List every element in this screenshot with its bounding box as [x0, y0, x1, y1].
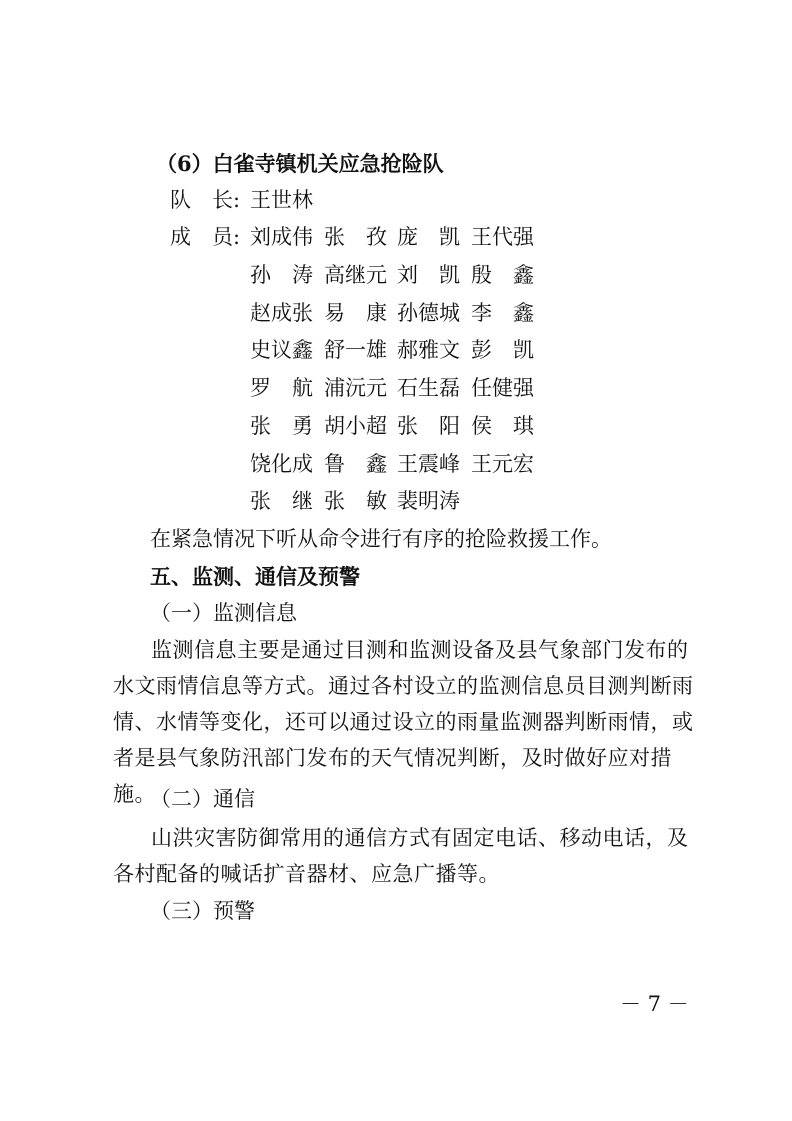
member-name: 张 继 [250, 489, 313, 513]
members-label: 成 员: [170, 225, 241, 249]
member-name: 史议鑫 [250, 338, 313, 362]
subsection-heading-monitoring: （一）监测信息 [150, 601, 297, 625]
member-name: 李 鑫 [471, 301, 534, 325]
leader-label: 队 长: [170, 188, 241, 212]
team-duty: 在紧急情况下听从命令进行有序的抢险救援工作。 [150, 527, 612, 551]
paragraph-communication: 山洪灾害防御常用的通信方式有固定电话、移动电话，及各村配备的喊话扩音器材、应急广播等。 [113, 826, 689, 886]
member-name: 彭 凯 [471, 338, 534, 362]
member-name: 孙 涛 [250, 263, 313, 287]
member-name: 任健强 [471, 376, 534, 400]
member-name: 易 康 [324, 301, 387, 325]
paragraph-monitoring: 监测信息主要是通过目测和监测设备及县气象部门发布的水文雨情信息等方式。通过各村设立的监测信息员目测判断雨情、水情等变化，还可以通过设立的雨量监测器判断雨情，或者是县气象防汛部门发布的天气情况判断，及时做好应对措施。 [113, 638, 694, 806]
member-name: 饶化成 [250, 452, 313, 476]
subsection-heading-communication: （二）通信 [150, 787, 255, 811]
leader-name: 王世林 [250, 188, 313, 212]
member-name: 赵成张 [250, 301, 313, 325]
member-name: 裴明涛 [397, 489, 460, 513]
member-name: 郝雅文 [397, 338, 460, 362]
team-heading: （6）白雀寺镇机关应急抢险队 [156, 151, 444, 176]
member-name: 王震峰 [397, 452, 460, 476]
member-name: 刘成伟 [250, 225, 313, 249]
member-name: 舒一雄 [324, 338, 387, 362]
member-name: 张 孜 [324, 225, 387, 249]
page-number: － 7 － [620, 992, 689, 1016]
member-name: 浦沅元 [324, 376, 387, 400]
member-name: 庞 凯 [397, 225, 460, 249]
member-name: 张 阳 [397, 414, 460, 438]
member-name: 殷 鑫 [471, 263, 534, 287]
member-name: 胡小超 [324, 414, 387, 438]
section-heading: 五、监测、通信及预警 [150, 564, 360, 589]
member-name: 张 勇 [250, 414, 313, 438]
member-name: 鲁 鑫 [324, 452, 387, 476]
member-name: 刘 凯 [397, 263, 460, 287]
member-name: 侯 琪 [471, 414, 534, 438]
member-name: 张 敏 [324, 489, 387, 513]
member-name: 王元宏 [471, 452, 534, 476]
member-name: 王代强 [471, 225, 534, 249]
member-name: 石生磊 [397, 376, 460, 400]
member-name: 罗 航 [250, 376, 313, 400]
member-name: 高继元 [324, 263, 387, 287]
subsection-heading-warning: （三）预警 [150, 899, 255, 923]
member-name: 孙德城 [397, 301, 460, 325]
